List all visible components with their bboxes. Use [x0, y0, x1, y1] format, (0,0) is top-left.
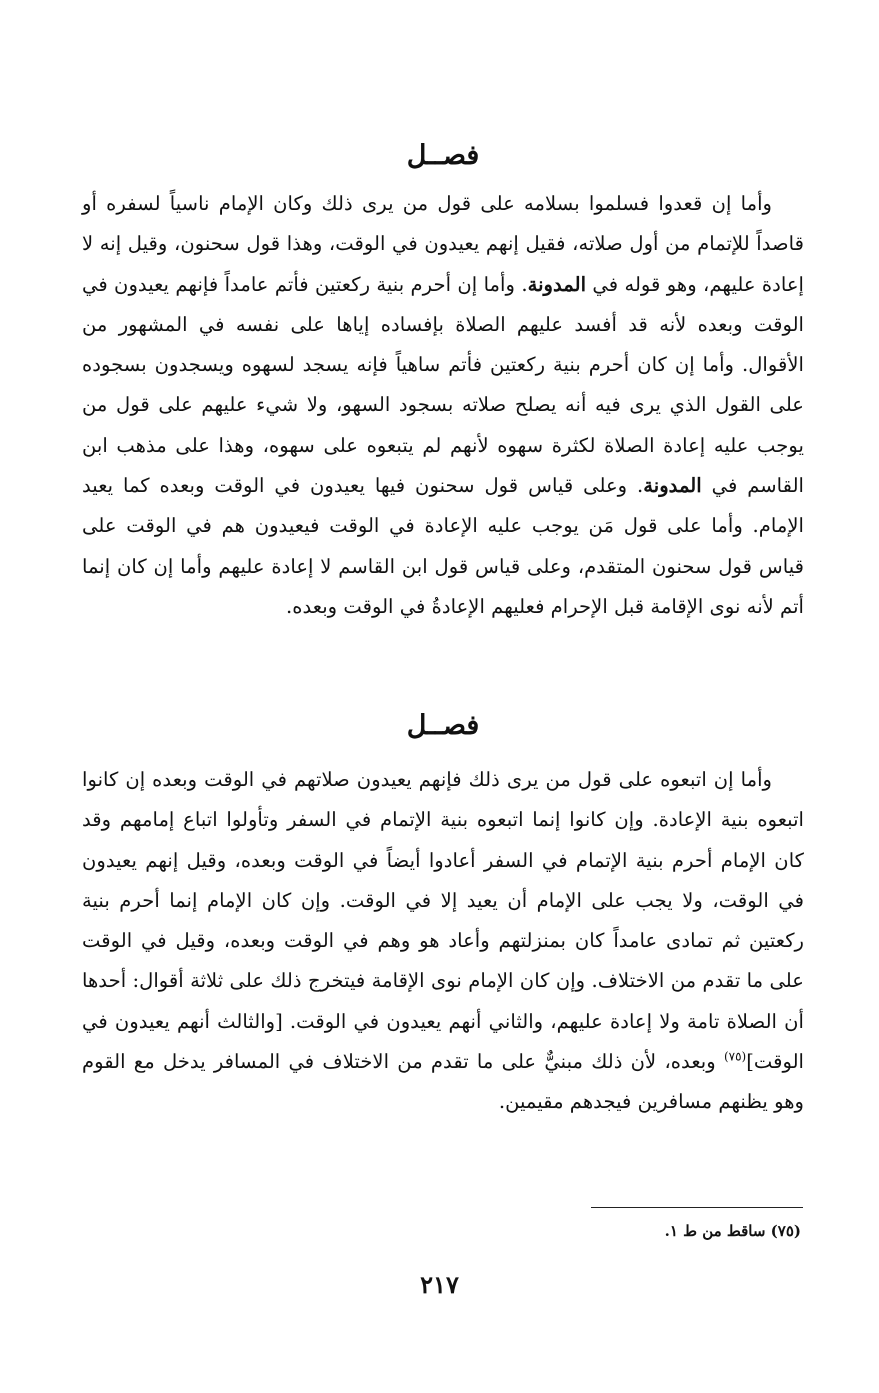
text-run: . وأما إن أحرم بنية ركعتين فأتم عامداً فإنهم يعيدون في الوقت وبعده لأنه قد أفسد عليهم الصلاة بإفساده إياها على نفسه في المشهور من الأقوال. وأما إن كان أحرم بنية ركعتين فأتم ساهياً فإنه يسجد لسهوه ويسجدون بسجوده على القول الذي يرى فيه أنه يصلح صلاته بسجود السهو، ولا شيء عليهم على قول من يوجب عليه إعادة الصلاة لكثرة سهوه لأنهم لم يتبعوه على سهوه، وهذا على مذهب ابن القاسم في [82, 272, 804, 498]
footnote-reference: (٧٥) [723, 1049, 747, 1064]
text-run: وأما إن قعدوا فسلموا بسلامه على قول من يرى ذلك وكان الإمام ناسياً لسفره أو قاصداً للإتمام من أول صلاته، فقيل إنهم يعيدون في الوقت، وهذا قول سحنون، وقيل إنه لا إعادة عليهم، وهو قوله في [82, 192, 804, 296]
text-run: وأما إن اتبعوه على قول من يرى ذلك فإنهم يعيدون صلاتهم في الوقت وبعده إن كانوا اتبعوه بنية الإعادة. وإن كانوا إنما اتبعوه بنية الإتمام في السفر وتأولوا اتباع إمامهم وقد كان الإمام أحرم بنية الإتمام في السفر أعادوا أيضاً في الوقت وبعده، وقيل إنهم يعيدون في الوقت، ولا يجب على الإمام أن يعيد إلا في الوقت. وإن كان الإمام إنما أحرم بنية ركعتين ثم تمادى عامداً كان بمنزلتهم وأعاد هو وهم في الوقت وبعده، وقيل في الوقت على ما تقدم من الاختلاف. وإن كان الإمام نوى الإقامة فيتخرج ذلك على ثلاثة أقوال: أحدها أن الصلاة تامة ولا إعادة عليهم، والثاني أنهم يعيدون في الوقت. [والثالث أنهم يعيدون في الوقت] [82, 768, 804, 1074]
book-title-term: المدونة [643, 474, 702, 498]
paragraph-text [82, 760, 804, 1123]
footnote-separator [591, 1207, 803, 1208]
text-run: وبعده، لأن ذلك مبنيٌّ على ما تقدم من الاختلاف في المسافر يدخل مع القوم وهو يظنهم مسافرين فيجدهم مقيمين. [82, 1050, 804, 1114]
section-1-paragraph [82, 184, 804, 627]
paragraph-text [82, 184, 804, 627]
section-2-paragraph [82, 760, 804, 1123]
page-number: ٢١٧ [420, 1270, 459, 1299]
book-title-term: المدونة [527, 272, 587, 296]
text-run: . وعلى قياس قول سحنون فيها يعيدون في الوقت وبعده كما يعيد الإمام. وأما على قول مَن يوجب عليه الإعادة في الوقت فيعيدون هم في الوقت على قياس قول سحنون المتقدم، وعلى قياس قول ابن القاسم لا إعادة عليهم وأما إن كان إنما أتم لأنه نوى الإقامة قبل الإحرام فعليهم الإعادةُ في الوقت وبعده. [82, 474, 804, 618]
section-heading-2: فصــل [406, 710, 480, 741]
footnote: (٧٥) ساقط من ط ١. [664, 1222, 801, 1240]
section-heading-1: فصــل [406, 140, 480, 171]
